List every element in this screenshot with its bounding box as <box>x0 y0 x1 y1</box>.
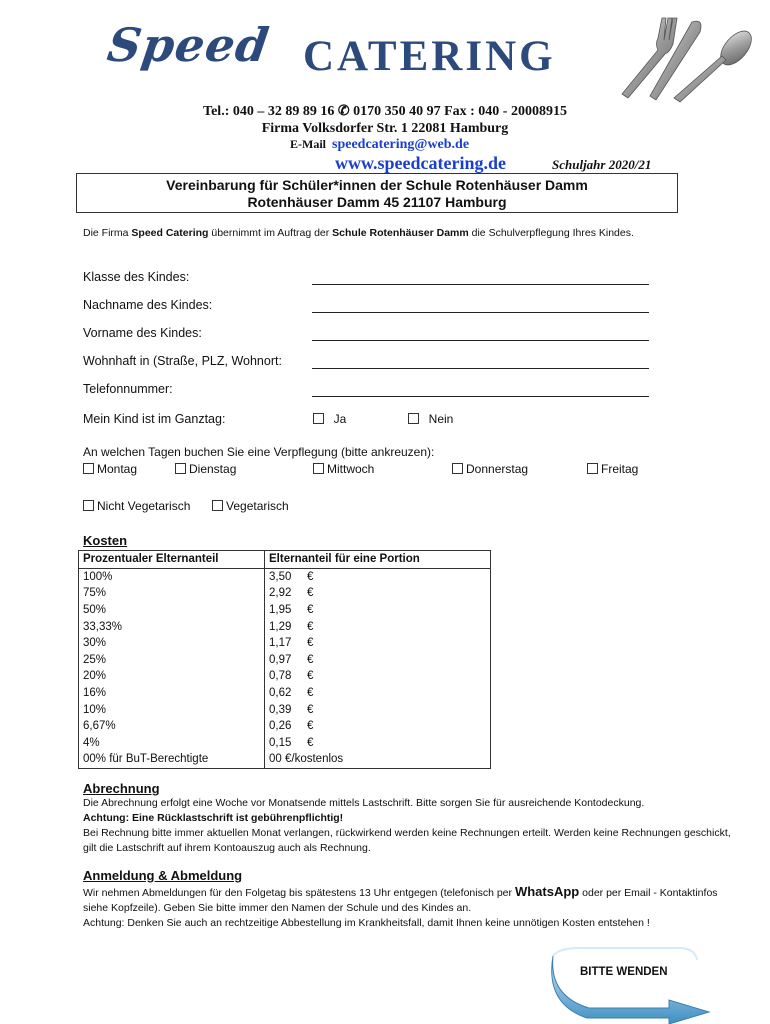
day-option-freitag[interactable]: Freitag <box>587 462 638 476</box>
cell-price: 3,50 € <box>269 570 314 583</box>
cell-percentage: 75% <box>79 585 265 602</box>
table-row <box>79 668 491 685</box>
cell-percentage: 16% <box>79 685 265 702</box>
cell-price: 00 €/kostenlos <box>269 753 344 766</box>
ganztag-ja-option[interactable]: Ja <box>313 412 346 426</box>
day-option-montag[interactable]: Montag <box>83 462 137 476</box>
anmeldung-text: Wir nehmen Abmeldungen für den Folgetag bis spätestens 13 Uhr entgegen (telefonisch per WhatsApp oder per Email - Kontaktinfos siehe Kopfzeile). Geben Sie bitte immer den Namen der Schule und des Kindes an. Achtung: Denken Sie auch an rechtzeitige Abbestellung im Krankheitsfall, damit Ihnen keine unnötigen Kosten entstehen ! <box>83 884 718 929</box>
schoolyear: Schuljahr 2020/21 <box>552 157 652 172</box>
field-label-wohnhaft: Wohnhaft in (Straße, PLZ, Wohnort: <box>83 354 282 368</box>
logo-speed: Speed <box>104 18 273 72</box>
diet-option-veg[interactable]: Vegetarisch <box>212 499 289 513</box>
table-row <box>79 585 491 602</box>
cell-percentage: 10% <box>79 701 265 718</box>
days-question: An welchen Tagen buchen Sie eine Verpflegung (bitte ankreuzen): <box>83 445 435 459</box>
diet-option-nonveg[interactable]: Nicht Vegetarisch <box>83 499 190 513</box>
table-row <box>79 735 491 752</box>
cell-percentage: 30% <box>79 635 265 652</box>
contact-email-line <box>290 137 469 153</box>
day-option-donnerstag[interactable]: Donnerstag <box>452 462 528 476</box>
table-row <box>79 751 491 768</box>
bitte-wenden-label: BITTE WENDEN <box>580 966 668 978</box>
ganztag-label: Mein Kind ist im Ganztag: <box>83 412 226 426</box>
abrechnung-text: Die Abrechnung erfolgt eine Woche vor Monatsende mittels Lastschrift. Bitte sorgen Sie für ausreichende Kontodeckung. Achtung: Eine Rücklastschrift ist gebührenpflichtig! Bei Rechnung bitte immer aktuellen Monat verlangen, rückwirkend werden keine Rechnungen erteilt. Werden keine Rechnungen geschickt, gilt die Lastschrift auf ihrem Kontoauszug auch als Rechnung. <box>83 797 731 854</box>
cost-table <box>78 550 491 769</box>
cell-percentage: 100% <box>79 568 265 585</box>
checkbox[interactable] <box>313 413 324 424</box>
table-row <box>79 652 491 669</box>
cell-percentage: 20% <box>79 668 265 685</box>
col-header-portion: Elternanteil für eine Portion <box>265 551 491 569</box>
cell-price: 0,78 € <box>269 670 314 683</box>
field-line-wohnhaft[interactable] <box>312 368 649 369</box>
agreement-title: Vereinbarung für Schüler*innen der Schule Rotenhäuser Damm <box>166 177 588 193</box>
cell-price: 1,17 € <box>269 637 314 650</box>
cell-price: 0,97 € <box>269 653 314 666</box>
table-row <box>79 685 491 702</box>
agreement-address: Rotenhäuser Damm 45 21107 Hamburg <box>247 194 507 210</box>
field-line-klasse[interactable] <box>312 284 649 285</box>
contact-phone-line: Tel.: 040 – 32 89 89 16 ✆ 0170 350 40 97 Fax : 040 - 20008915 <box>203 104 567 119</box>
table-row <box>79 618 491 635</box>
cell-percentage: 50% <box>79 602 265 619</box>
cell-percentage: 33,33% <box>79 618 265 635</box>
table-row <box>79 718 491 735</box>
table-row <box>79 602 491 619</box>
field-line-nachname[interactable] <box>312 312 649 313</box>
cell-price: 0,62 € <box>269 687 314 700</box>
ganztag-nein-option[interactable]: Nein <box>408 412 453 426</box>
field-label-klasse: Klasse des Kindes: <box>83 270 190 284</box>
cell-price: 2,92 € <box>269 587 314 600</box>
cell-percentage: 25% <box>79 652 265 669</box>
table-header-row <box>79 551 491 569</box>
kosten-heading: Kosten <box>83 533 128 548</box>
table-row <box>79 568 491 585</box>
field-label-telefon: Telefonnummer: <box>83 382 173 396</box>
cell-price: 0,15 € <box>269 736 314 749</box>
email-label: E-Mail <box>290 137 326 151</box>
logo-catering: CATERING <box>303 33 556 80</box>
abrechnung-heading: Abrechnung <box>83 781 160 796</box>
contact-address-line: Firma Volksdorfer Str. 1 22081 Hamburg <box>261 121 509 136</box>
cell-price: 1,29 € <box>269 620 314 633</box>
field-label-vorname: Vorname des Kindes: <box>83 326 202 340</box>
website-link[interactable]: www.speedcatering.de <box>335 153 506 173</box>
field-label-nachname: Nachname des Kindes: <box>83 298 213 312</box>
cell-price: 0,39 € <box>269 703 314 716</box>
agreement-title-box <box>76 173 678 213</box>
day-option-dienstag[interactable]: Dienstag <box>175 462 236 476</box>
cell-percentage: 4% <box>79 735 265 752</box>
checkbox[interactable] <box>408 413 419 424</box>
intro-text: Die Firma Speed Catering übernimmt im Auftrag der Schule Rotenhäuser Damm die Schulverpflegung Ihres Kindes. <box>83 227 634 239</box>
cutlery-icon <box>610 14 760 104</box>
cell-percentage: 00% für BuT-Berechtigte <box>79 751 265 768</box>
col-header-percentage: Prozentualer Elternanteil <box>79 551 265 569</box>
email-link[interactable]: speedcatering@web.de <box>332 137 470 152</box>
anmeldung-heading: Anmeldung & Abmeldung <box>83 868 243 883</box>
table-row <box>79 635 491 652</box>
cell-price: 1,95 € <box>269 604 314 617</box>
day-option-mittwoch[interactable]: Mittwoch <box>313 462 374 476</box>
turn-page-arrow-icon <box>549 946 719 1024</box>
table-row <box>79 701 491 718</box>
field-line-telefon[interactable] <box>312 396 649 397</box>
cell-price: 0,26 € <box>269 720 314 733</box>
field-line-vorname[interactable] <box>312 340 649 341</box>
cell-percentage: 6,67% <box>79 718 265 735</box>
